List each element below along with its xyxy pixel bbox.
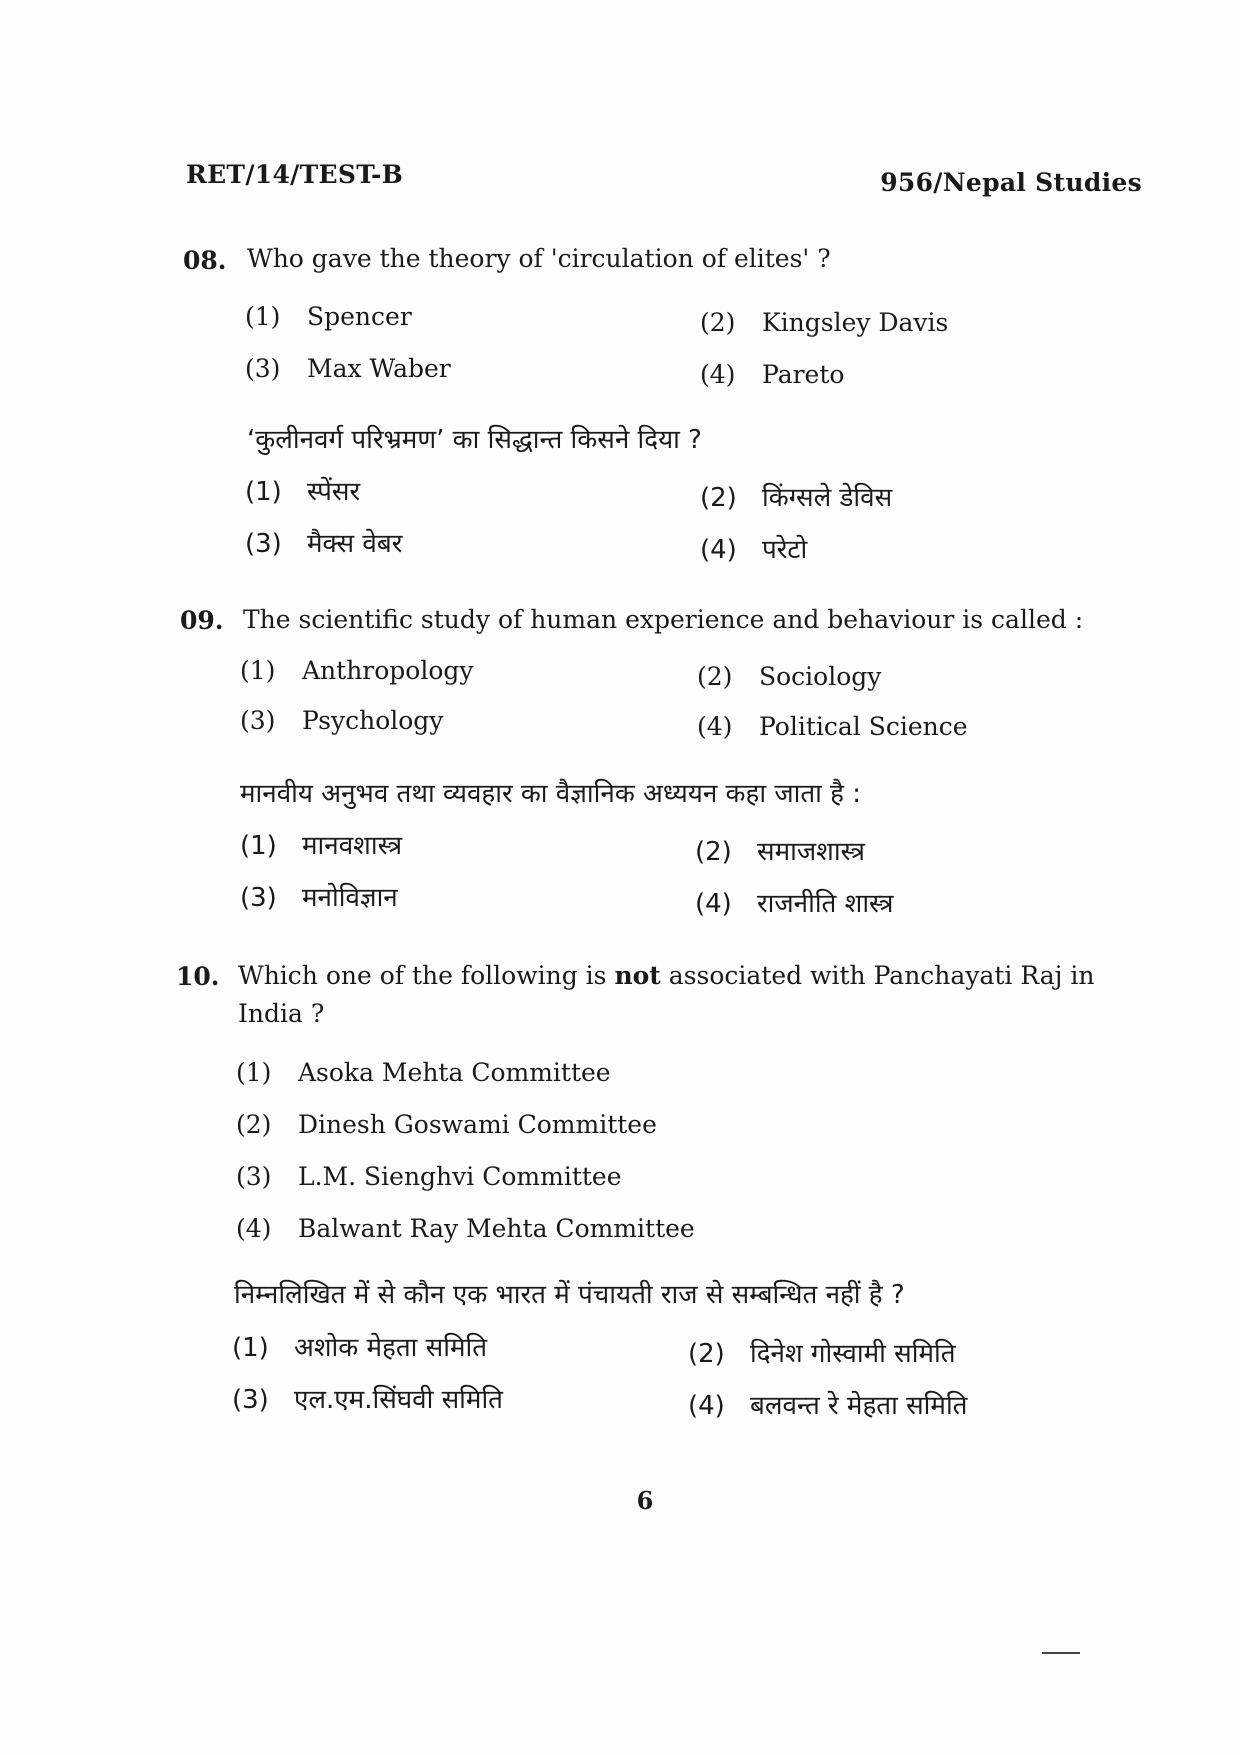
- option-3-hi: [232, 1380, 503, 1416]
- option-text: परेटो: [762, 535, 808, 565]
- question-text-en: The scientific study of human experience and behaviour is called :: [243, 605, 1084, 634]
- option-2-hi: [700, 478, 892, 514]
- option-2-en: [236, 1110, 657, 1139]
- option-text: मनोविज्ञान: [302, 883, 398, 913]
- question-number: 08.: [183, 246, 227, 275]
- question-text-hi: ‘कुलीनवर्ग परिभ्रमण’ का सिद्धान्त किसने दिया ?: [247, 425, 702, 455]
- option-number: (3): [245, 529, 282, 559]
- option-number: (2): [700, 483, 737, 513]
- option-number: (2): [695, 837, 732, 867]
- option-3-hi: [240, 878, 398, 914]
- option-text: समाजशास्त्र: [757, 837, 866, 867]
- option-text: Spencer: [307, 302, 412, 331]
- option-text: बलवन्त रे मेहता समिति: [750, 1391, 968, 1421]
- option-number: (3): [232, 1385, 269, 1415]
- option-1-hi: [232, 1328, 487, 1364]
- option-number: (3): [245, 354, 281, 383]
- option-number: (1): [245, 302, 281, 331]
- option-2-hi: [688, 1334, 956, 1370]
- page-number: 6: [636, 1486, 654, 1515]
- option-text: Pareto: [762, 360, 845, 389]
- option-4-hi: [700, 530, 807, 566]
- option-text: L.M. Sienghvi Committee: [298, 1162, 622, 1191]
- option-text: स्पेंसर: [307, 477, 361, 507]
- option-number: (2): [236, 1110, 272, 1139]
- option-text: Psychology: [302, 706, 444, 735]
- option-number: (4): [700, 535, 737, 565]
- option-1-hi: [245, 472, 360, 508]
- option-4-hi: [695, 884, 894, 920]
- option-1-en: [236, 1058, 611, 1087]
- option-text: Dinesh Goswami Committee: [298, 1110, 657, 1139]
- option-text: मैक्स वेबर: [307, 529, 403, 559]
- option-1-en: [245, 302, 412, 331]
- option-text: मानवशास्त्र: [302, 831, 403, 861]
- option-text: Anthropology: [302, 656, 474, 685]
- option-number: (2): [688, 1339, 725, 1369]
- option-number: (3): [240, 706, 276, 735]
- question-text-emphasis: not: [614, 961, 661, 990]
- question-text-en: Who gave the theory of 'circulation of elites' ?: [247, 244, 831, 273]
- option-text: Kingsley Davis: [762, 308, 949, 337]
- question-number: 09.: [180, 606, 224, 635]
- option-text: राजनीति शास्त्र: [757, 889, 894, 919]
- option-3-en: [240, 706, 443, 735]
- question-number: 10.: [176, 962, 220, 991]
- option-text: दिनेश गोस्वामी समिति: [750, 1339, 956, 1369]
- question-text-en: [238, 957, 1138, 1033]
- option-4-en: [700, 360, 844, 389]
- option-3-en: [245, 354, 451, 383]
- option-number: (1): [232, 1333, 269, 1363]
- option-text: Political Science: [759, 712, 968, 741]
- option-number: (3): [236, 1162, 272, 1191]
- option-2-hi: [695, 832, 865, 868]
- option-number: (4): [697, 712, 733, 741]
- option-number: (4): [688, 1391, 725, 1421]
- option-text: Asoka Mehta Committee: [298, 1058, 611, 1087]
- option-number: (1): [240, 831, 277, 861]
- option-number: (4): [700, 360, 736, 389]
- scan-mark: [1042, 1652, 1080, 1654]
- option-number: (4): [236, 1214, 272, 1243]
- option-2-en: [697, 662, 881, 691]
- option-text: Max Waber: [307, 354, 451, 383]
- option-number: (1): [236, 1058, 272, 1087]
- option-4-en: [236, 1214, 695, 1243]
- option-number: (3): [240, 883, 277, 913]
- header-test-code: RET/14/TEST-B: [186, 160, 404, 189]
- option-number: (2): [697, 662, 733, 691]
- question-text-part: Which one of the following is: [238, 961, 615, 990]
- option-number: (1): [240, 656, 276, 685]
- option-1-en: [240, 656, 474, 685]
- option-2-en: [700, 308, 948, 337]
- option-3-en: [236, 1162, 622, 1191]
- question-text-part: associated with Panchayati Raj in India ?: [238, 961, 1095, 1028]
- option-text: अशोक मेहता समिति: [294, 1333, 488, 1363]
- option-1-hi: [240, 826, 402, 862]
- option-4-hi: [688, 1386, 968, 1422]
- header-subject: 956/Nepal Studies: [880, 168, 1142, 197]
- option-number: (4): [695, 889, 732, 919]
- option-number: (1): [245, 477, 282, 507]
- option-text: एल.एम.सिंघवी समिति: [294, 1385, 504, 1415]
- option-text: Sociology: [759, 662, 882, 691]
- option-3-hi: [245, 524, 402, 560]
- option-text: किंग्सले डेविस: [762, 483, 893, 513]
- option-text: Balwant Ray Mehta Committee: [298, 1214, 695, 1243]
- option-4-en: [697, 712, 968, 741]
- question-text-hi: मानवीय अनुभव तथा व्यवहार का वैज्ञानिक अध्ययन कहा जाता है :: [240, 779, 862, 809]
- question-text-hi: निम्नलिखित में से कौन एक भारत में पंचायती राज से सम्बन्धित नहीं है ?: [234, 1280, 905, 1310]
- option-number: (2): [700, 308, 736, 337]
